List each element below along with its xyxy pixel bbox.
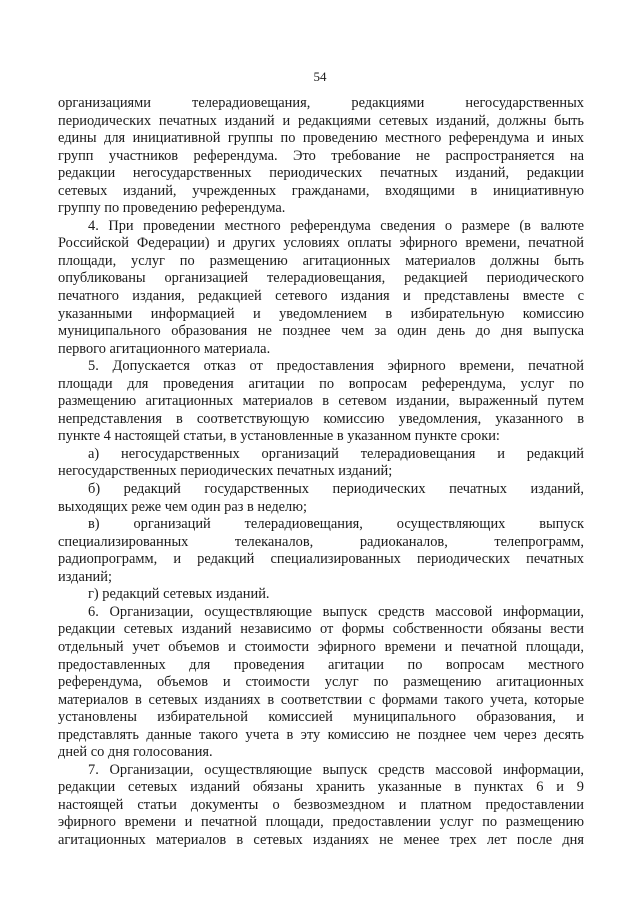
text-line: материалов в сетевых изданиях в соответствии с формами такого учета, которые [58,691,584,708]
text-line: в) организаций телерадиовещания, осуществляющих выпуск [88,516,584,533]
text-line: дней со дня голосования. [58,744,213,761]
subitem-g [58,586,584,604]
text-line: выходящих реже чем один раз в неделю; [58,498,307,515]
document-body [58,95,584,850]
text-line: представлять данные такого учета в эту комиссию не позднее чем через десять [58,726,584,743]
text-line: печатного издания, редакцией сетевого издания и представлены вместе с [58,288,584,305]
text-line: периодических печатных изданий и редакциями сетевых изданий, должны быть [58,112,584,129]
text-line: отдельный учет объемов и стоимости эфирного времени и печатной площади, [58,638,584,655]
page-number: 54 [313,69,327,84]
text-line: эфирного времени и печатной площади, предоставлении услуг по размещению [58,814,584,831]
text-line: площади для проведения агитации по вопросам референдума, услуг по [58,375,584,392]
text-line: Российской Федерации) и других условиях оплаты эфирного времени, печатной [58,235,584,252]
text-line: опубликованы организацией телерадиовещания, редакцией периодического [58,270,584,287]
text-line: агитационных материалов в сетевых изданиях не менее трех лет после дня [58,831,584,848]
text-line: организациями телерадиовещания, редакциями негосударственных [58,95,584,111]
text-line: первого агитационного материала. [58,340,271,357]
text-line: непредставления в соответствующую комиссию уведомления, указанного в [58,410,584,427]
text-line: сетевых изданий, учрежденных гражданами, входящими в инициативную [58,182,584,199]
paragraph-item-5 [58,358,584,446]
text-line: площади, услуг по размещению агитационных материалов должны быть [58,252,584,269]
subitem-v [58,516,584,586]
text-line: редакции негосударственных периодических печатных изданий, редакции [58,165,584,182]
paragraph-item-6 [58,604,584,762]
text-line: предоставленных для проведения агитации по вопросам местного [58,656,584,673]
text-line: 4. При проведении местного референдума сведения о размере (в валюте [88,217,584,234]
text-line: группу по проведению референдума. [58,200,286,217]
text-line: муниципального образования не позднее чем за один день до дня выпуска [58,323,584,340]
text-line: г) редакций сетевых изданий. [88,586,270,603]
text-line: настоящей статьи документы о безвозмездном и платном предоставлении [58,796,584,813]
text-line: б) редакций государственных периодических печатных изданий, [88,481,584,498]
text-line: негосударственных периодических печатных изданий; [58,463,393,480]
text-line: 6. Организации, осуществляющие выпуск средств массовой информации, [88,603,584,620]
paragraph-continuation [58,95,584,218]
text-line: 5. Допускается отказ от предоставления эфирного времени, печатной [88,358,584,375]
text-line: групп участников референдума. Это требование не распространяется на [58,147,584,164]
text-line: установлены избирательной комиссией муниципального образования, и [58,709,584,726]
text-line: пункте 4 настоящей статьи, в установленные в указанном пункте сроки: [58,428,500,445]
text-line: а) негосударственных организаций телерадиовещания и редакций [88,445,584,462]
text-line: редакции сетевых изданий обязаны хранить указанные в пунктах 6 и 9 [58,779,584,796]
subitem-a [58,446,584,481]
subitem-b [58,481,584,516]
text-line: размещению агитационных материалов в сетевом издании, выраженный путем [58,393,584,410]
text-line: радиопрограмм, и редакций специализированных периодических печатных [58,551,584,568]
text-line: 7. Организации, осуществляющие выпуск средств массовой информации, [88,761,584,778]
text-line: изданий; [58,568,112,585]
text-line: указанными информацией и уведомлением в избирательную комиссию [58,305,584,322]
text-line: едины для инициативной группы по проведению местного референдума и иных [58,130,584,147]
paragraph-item-7 [58,762,584,850]
text-line: референдума, объемов и стоимости услуг по размещению агитационных [58,674,584,691]
text-line: специализированных телеканалов, радиоканалов, телепрограмм, [58,533,584,550]
paragraph-item-4 [58,218,584,358]
text-line: редакции сетевых изданий независимо от формы собственности обязаны вести [58,621,584,638]
